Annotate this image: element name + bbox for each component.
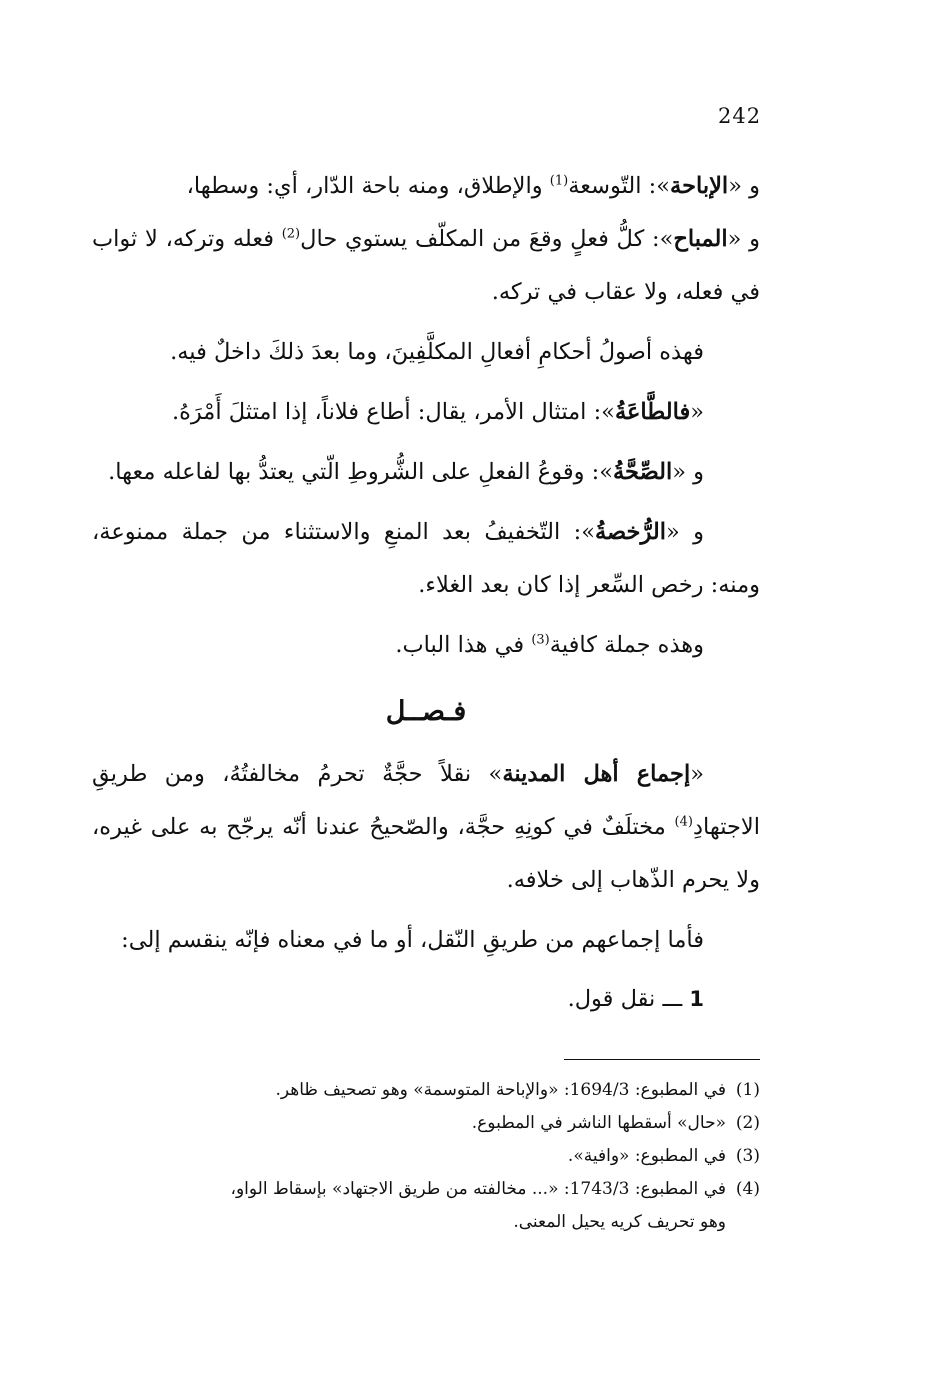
footnote-marker-3: (3) <box>531 632 550 648</box>
paragraph-mubah <box>92 213 760 319</box>
paragraph-sihha <box>92 446 760 499</box>
definition-text: والإطلاق، ومنه باحة الدّار، أي: وسطها، <box>186 173 550 199</box>
definition-text: »: التّخفيفُ بعد المنعِ والاستثناء من جملة ممنوعة، ومنه: رخص السِّعر إذا كان بعد الغلاء. <box>92 519 760 598</box>
footnote-1 <box>92 1074 760 1107</box>
footnote-text: في المطبوع: <box>629 1179 726 1199</box>
paragraph-ijma <box>92 748 760 907</box>
footnote-number: (2) <box>735 1113 760 1133</box>
term-ibaha: الإباحة <box>670 173 729 199</box>
footnote-text: في المطبوع: «وافية». <box>567 1146 726 1166</box>
footnote-text: «حال» أسقطها الناشر في المطبوع. <box>471 1113 726 1133</box>
footnote-marker-1: (1) <box>549 173 569 189</box>
footnote-ref: 1694/3 <box>569 1080 630 1100</box>
conclusion-text: وهذه جملة كافية <box>549 632 704 658</box>
definition-text: مختلَفٌ في كونِهِ حجَّة، والصّحيحُ عندنا أنّه يرجّح به على غيره، ولا يحرم الذّهاب إلى خلافه. <box>92 814 760 893</box>
definition-text: فعله وتركه، لا ثواب في فعله، ولا عقاب في تركه. <box>92 226 760 305</box>
paragraph-ibaha <box>92 160 760 213</box>
definition-text: » نقلاً حجَّةٌ تحرمُ مخالفتُهُ، ومن طريقِ الاجتهادِ <box>92 761 760 840</box>
term-sihha: الصِّحَّةُ <box>612 459 673 485</box>
footnote-marker-2: (2) <box>281 226 301 242</box>
footnote-number: (1) <box>735 1080 760 1100</box>
footnote-ref: 1743/3 <box>569 1179 630 1199</box>
footnote-divider <box>564 1059 760 1060</box>
term-ijma: إجماع أهل المدينة <box>502 761 691 787</box>
definition-text: »: كلُّ فعلٍ وقعَ من المكلّف يستوي حال <box>300 226 674 252</box>
definition-text: »: امتثال الأمر، يقال: أطاع فلاناً، إذا امتثلَ أَمْرَهُ. <box>171 399 615 425</box>
term-taa: فالطَّاعَةُ <box>614 399 691 425</box>
footnotes <box>92 1074 760 1239</box>
quote-open: و « <box>728 173 760 199</box>
quote-open: و « <box>727 226 760 252</box>
quote-open: و « <box>666 519 704 545</box>
footnote-marker-4: (4) <box>674 814 693 830</box>
footnote-number: (4) <box>735 1179 760 1199</box>
term-mubah: المباح <box>673 226 728 252</box>
footnote-2 <box>92 1107 760 1140</box>
footnote-4 <box>92 1173 760 1239</box>
footnote-3 <box>92 1140 760 1173</box>
quote-open: « <box>690 761 704 787</box>
footnote-number: (3) <box>735 1146 760 1166</box>
paragraph-summary: فهذه أصولُ أحكامِ أفعالِ المكلَّفِينَ، وما بعدَ ذلكَ داخلٌ فيه. <box>170 339 704 365</box>
page-number: 242 <box>718 104 762 128</box>
footnote-text: : «والإباحة المتوسمة» وهو تصحيف ظاهر. <box>275 1080 570 1100</box>
term-rukhsa: الرُّخصةُ <box>594 519 666 545</box>
paragraph-taa <box>92 386 760 439</box>
conclusion-text: في هذا الباب. <box>395 632 532 658</box>
list-item <box>92 973 760 1026</box>
footnote-continuation: وهو تحريف كريه يحيل المعنى. <box>513 1212 726 1232</box>
paragraph-rukhsa <box>92 506 760 612</box>
section-heading: فـصــل <box>385 696 467 727</box>
paragraph-conclusion <box>92 619 760 672</box>
list-dash: ـــ <box>662 986 683 1012</box>
main-text <box>92 160 760 1026</box>
footnote-text: : «... مخالفته من طريق الاجتهاد» بإسقاط الواو، <box>230 1179 570 1199</box>
paragraph-division: فأما إجماعهم من طريقِ النّقل، أو ما في معناه فإنّه ينقسم إلى: <box>121 927 704 953</box>
list-text: نقل قول. <box>567 986 656 1012</box>
definition-text: »: التّوسعة <box>568 173 671 199</box>
quote-open: « <box>690 399 704 425</box>
footnote-text: في المطبوع: <box>629 1080 726 1100</box>
quote-open: و « <box>672 459 704 485</box>
book-page <box>92 96 760 1366</box>
definition-text: »: وقوعُ الفعلِ على الشُّروطِ الّتي يعتدُّ بها لفاعله معها. <box>108 459 613 485</box>
list-number: 1 <box>689 987 704 1011</box>
